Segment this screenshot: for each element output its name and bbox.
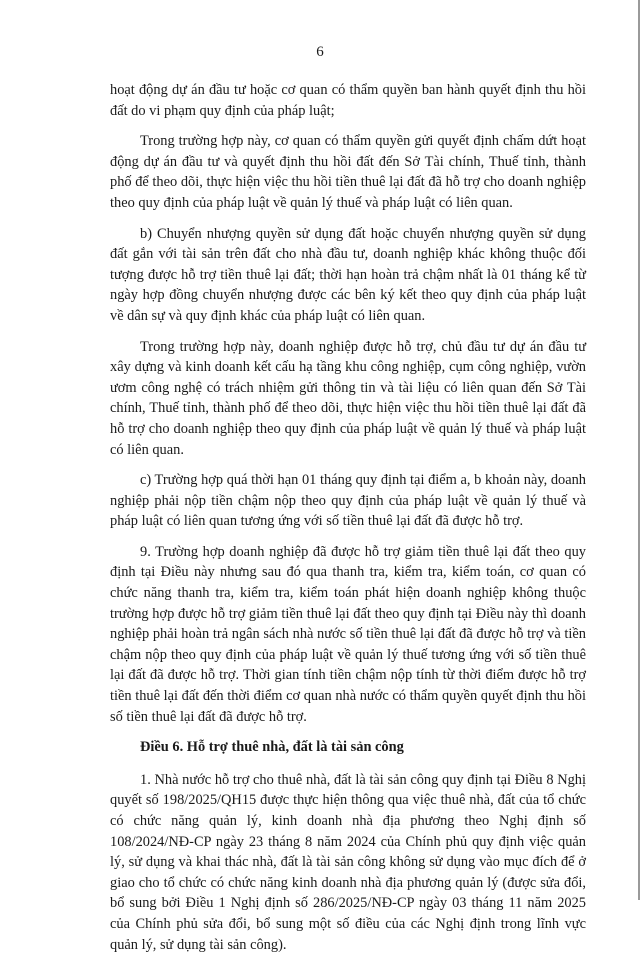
document-body	[110, 80, 586, 965]
paragraph: Trong trường hợp này, doanh nghiệp được hỗ trợ, chủ đầu tư dự án đầu tư xây dựng và kinh doanh kết cấu hạ tầng khu công nghiệp, cụm công nghiệp, vườn ươm công nghệ có trách nhiệm gửi thông tin và tài liệu có liên quan đến Sở Tài chính, Thuế tỉnh, thành phố để theo dõi, thực hiện việc thu hồi tiền thuê lại đất đã hỗ trợ cho doanh nghiệp theo quy định của pháp luật về quản lý thuế và pháp luật có liên quan.	[110, 338, 586, 458]
paragraph: Trong trường hợp này, cơ quan có thẩm quyền gửi quyết định chấm dứt hoạt động dự án đầu tư và quyết định thu hồi đất đến Sở Tài chính, Thuế tỉnh, thành phố để theo dõi, thực hiện việc thu hồi tiền thuê lại đất đã hỗ trợ cho doanh nghiệp theo quy định của pháp luật về quản lý thuế và pháp luật có liên quan.	[110, 133, 586, 211]
paragraph: 1. Nhà nước hỗ trợ cho thuê nhà, đất là tài sản công quy định tại Điều 8 Nghị quyết số 198/2025/QH15 được thực hiện thông qua việc thuê nhà, đất của tổ chức có chức năng quản lý, kinh doanh nhà địa phương theo Nghị định số 108/2024/NĐ-CP ngày 23 tháng 8 năm 2024 của Chính phủ quy định việc quản lý, sử dụng và khai thác nhà, đất là tài sản công không sử dụng vào mục đích để ở giao cho tổ chức có chức năng kinh doanh nhà địa phương quản lý (được sửa đổi, bổ sung bởi Điều 1 Nghị định số 286/2025/NĐ-CP ngày 03 tháng 11 năm 2025 của Chính phủ sửa đổi, bổ sung một số điều của các Nghị định trong lĩnh vực quản lý, sử dụng tài sản công).	[110, 771, 586, 953]
paragraph: b) Chuyển nhượng quyền sử dụng đất hoặc chuyển nhượng quyền sử dụng đất gắn với tài sản trên đất cho nhà đầu tư, doanh nghiệp khác không thuộc đối tượng được hỗ trợ tiền thuê lại đất; thời hạn hoàn trả chậm nhất là 01 tháng kể từ ngày hợp đồng chuyển nhượng được các bên ký kết theo quy định của pháp luật về dân sự và quy định khác của pháp luật có liên quan.	[110, 225, 586, 324]
page-number: 6	[316, 44, 324, 60]
paragraph: 9. Trường hợp doanh nghiệp đã được hỗ trợ giảm tiền thuê lại đất theo quy định tại Điều này nhưng sau đó qua thanh tra, kiểm tra, kiểm toán, cơ quan có chức năng thanh tra, kiểm tra, kiểm toán phát hiện doanh nghiệp không thuộc trường hợp được hỗ trợ giảm tiền thuê lại đất theo quy định tại Điều này thì doanh nghiệp phải hoàn trả ngân sách nhà nước số tiền thuê lại đất đã được hỗ trợ và tiền chậm nộp theo quy định của pháp luật về quản lý thuế tương ứng với số tiền thuê lại đất đã được hỗ trợ. Thời gian tính tiền chậm nộp tính từ thời điểm được hỗ trợ tiền thuê lại đất đến thời điểm cơ quan nhà nước có thẩm quyền quyết định thu hồi số tiền thuê lại đất đã được hỗ trợ.	[110, 543, 586, 725]
paragraph-continuation: hoạt động dự án đầu tư hoặc cơ quan có thẩm quyền ban hành quyết định thu hồi đất do vi phạm quy định của pháp luật;	[110, 82, 586, 119]
paragraph: c) Trường hợp quá thời hạn 01 tháng quy định tại điểm a, b khoản này, doanh nghiệp phải nộp tiền chậm nộp theo quy định của pháp luật về quản lý thuế và pháp luật có liên quan tương ứng với số tiền thuê lại đất đã được hỗ trợ.	[110, 472, 586, 530]
article-heading: Điều 6. Hỗ trợ thuê nhà, đất là tài sản công	[140, 739, 404, 756]
